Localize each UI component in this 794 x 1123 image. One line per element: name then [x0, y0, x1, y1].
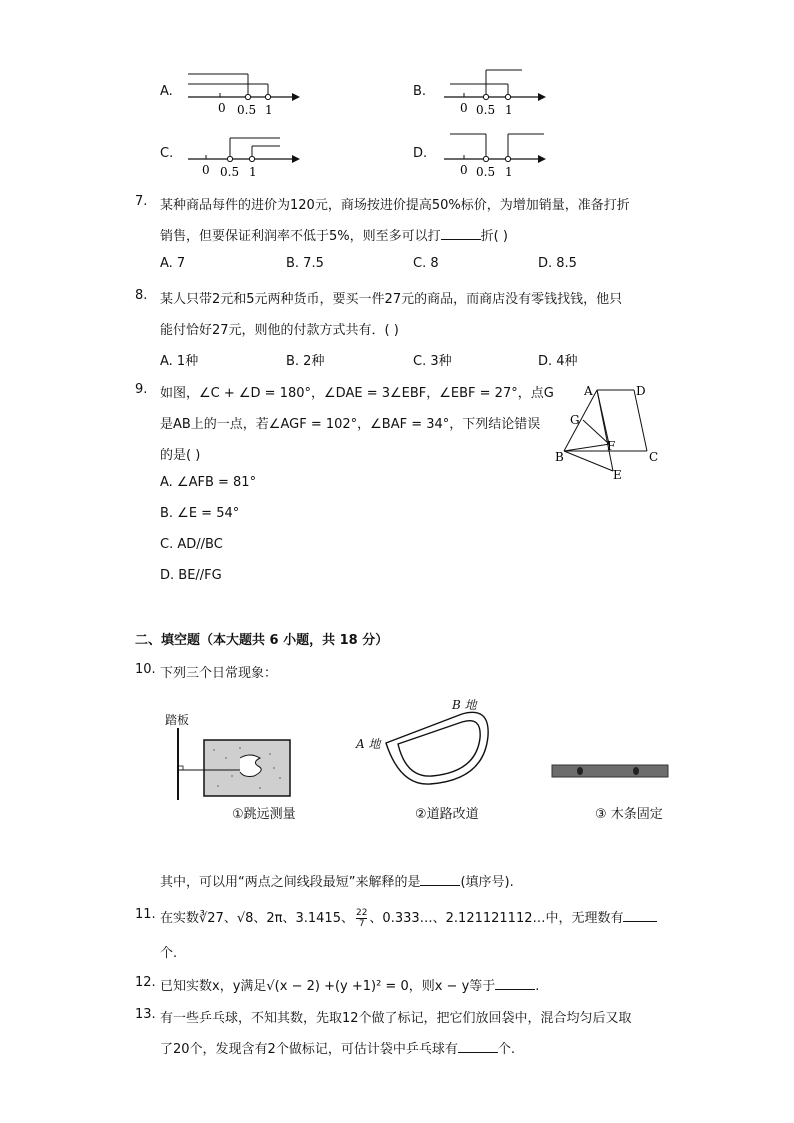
q7-option-c[interactable]: C. 8 [413, 256, 439, 271]
q9-geometry-figure [550, 378, 670, 488]
numberline-a [180, 64, 300, 118]
q7-line1: 某种商品每件的进价为120元，商场按进价提高50%标价，为增加销量，准备打折 [160, 198, 630, 213]
point-g-label: G [570, 413, 580, 427]
q9-line1: 如图，∠C + ∠D = 180°，∠DAE = 3∠EBF，∠EBF = 27°，点G [160, 386, 554, 401]
q8-option-d[interactable]: D. 4种 [538, 354, 578, 369]
tick-0: 0 [218, 101, 226, 115]
q11-line1 [160, 907, 657, 929]
q7-option-d[interactable]: D. 8.5 [538, 256, 577, 271]
fraction-numerator: 22 [355, 908, 368, 918]
q7-answer-blank[interactable] [441, 227, 481, 240]
option-d-label: D. [413, 146, 428, 161]
q9-option-a[interactable]: A. ∠AFB = 81° [160, 475, 257, 490]
q7-line2 [160, 225, 508, 244]
point-a-label: A [584, 384, 593, 398]
point-b-label: B [555, 450, 564, 464]
q12-number: 12. [135, 975, 156, 990]
q8-number: 8. [135, 288, 148, 303]
q7-line2-a: 销售，但要保证利润率不低于5%，则至多可以打 [160, 229, 441, 244]
caption-wood: ③ 木条固定 [595, 807, 663, 822]
numberline-c [180, 126, 300, 180]
board-label: 踏板 [165, 713, 190, 727]
q9-option-b[interactable]: B. ∠E = 54° [160, 506, 240, 521]
q11-answer-blank[interactable] [623, 909, 657, 922]
q7-option-b[interactable]: B. 7.5 [286, 256, 324, 271]
q9-line2: 是AB上的一点，若∠AGF = 102°，∠BAF = 34°，下列结论错误 [160, 417, 541, 432]
q12-text-a: 已知实数x，y满足√(x − 2) +(y +1)² = 0，则x − y等于 [160, 979, 496, 994]
point-c-label: C [649, 450, 659, 464]
q10-answer-blank[interactable] [420, 873, 460, 886]
tick-1: 1 [265, 103, 273, 117]
numberline-b [440, 64, 550, 118]
point-f-label: F [607, 439, 616, 453]
q12-answer-blank[interactable] [495, 977, 535, 990]
tick-1: 1 [505, 103, 513, 117]
tick-0: 0 [202, 163, 210, 177]
tick-0-5: 0.5 [476, 165, 496, 179]
q8-option-a[interactable]: A. 1种 [160, 354, 199, 369]
tick-0: 0 [460, 101, 468, 115]
caption-road: ②道路改道 [415, 807, 479, 822]
q8-line1: 某人只带2元和5元两种货币，要买一件27元的商品，而商店没有零钱找钱，他只 [160, 292, 623, 307]
q10-answer-a: 其中，可以用“两点之间线段最短”来解释的是 [160, 875, 421, 890]
q13-line1: 有一些乒乓球，不知其数，先取12个做了标记，把它们放回袋中，混合均匀后又取 [160, 1011, 632, 1026]
q13-answer-blank[interactable] [458, 1040, 498, 1053]
q12-line [160, 975, 539, 994]
wood-strip-figure [552, 763, 670, 779]
q7-option-a[interactable]: A. 7 [160, 256, 186, 271]
place-a-label: A 地 [356, 737, 381, 751]
q10-answer-b: (填序号). [460, 875, 514, 890]
q10-line1: 下列三个日常现象： [160, 666, 278, 681]
q9-option-d[interactable]: D. BE//FG [160, 568, 222, 583]
q7-number: 7. [135, 194, 148, 209]
q10-answer-line [160, 871, 514, 890]
tick-0-5: 0.5 [220, 165, 240, 179]
q10-number: 10. [135, 662, 156, 677]
q7-line2-b: 折( ) [480, 229, 508, 244]
place-b-label: B 地 [452, 698, 477, 712]
q13-number: 13. [135, 1007, 156, 1022]
q13-line2-b: 个. [497, 1042, 515, 1057]
numberline-d [440, 126, 550, 180]
section-2-heading: 二、填空题（本大题共 6 小题，共 18 分） [135, 633, 389, 648]
option-a-label: A. [160, 84, 173, 99]
tick-1: 1 [505, 165, 513, 179]
point-d-label: D [636, 384, 646, 398]
fraction-22-7 [356, 908, 367, 929]
option-b-label: B. [413, 84, 427, 99]
q9-option-c[interactable]: C. AD//BC [160, 537, 223, 552]
q12-text-b: . [535, 979, 540, 994]
road-reroute-figure [378, 708, 498, 798]
long-jump-figure [170, 728, 300, 803]
tick-1: 1 [249, 165, 257, 179]
fraction-denominator: 7 [358, 919, 365, 929]
tick-0: 0 [460, 163, 468, 177]
option-c-label: C. [160, 146, 174, 161]
tick-0-5: 0.5 [237, 103, 257, 117]
q11-number: 11. [135, 907, 156, 922]
q8-line2: 能付恰好27元，则他的付款方式共有．( ) [160, 323, 399, 338]
q13-line2-a: 了20个，发现含有2个做标记，可估计袋中乒乓球有 [160, 1042, 458, 1057]
q9-number: 9. [135, 382, 148, 397]
q9-line3: 的是( ) [160, 448, 201, 463]
q11-line1-b: 、0.333…、2.121121112…中，无理数有 [369, 911, 624, 926]
q8-option-c[interactable]: C. 3种 [413, 354, 452, 369]
q8-option-b[interactable]: B. 2种 [286, 354, 325, 369]
q11-line2: 个. [160, 946, 178, 961]
q11-line1-a: 在实数∛27、√8、2π、3.1415、 [160, 911, 354, 926]
caption-long-jump: ①跳远测量 [232, 807, 296, 822]
q13-line2 [160, 1038, 515, 1057]
point-e-label: E [613, 468, 622, 482]
tick-0-5: 0.5 [476, 103, 496, 117]
